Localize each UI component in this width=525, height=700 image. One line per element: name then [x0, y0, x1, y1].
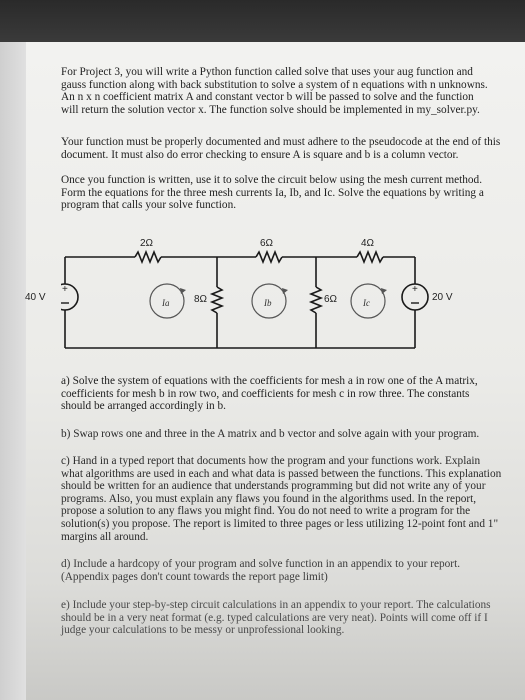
paragraph-intro: For Project 3, you will write a Python function called solve that uses your aug function and gauss function along with back substitution to solve a system of n equations with n unknowns. An n x n coefficient matrix A and constant vector b will be passed to solve and the function will return the solution vector x. The function solve should be implemented in my_solver.py. [61, 66, 488, 116]
paragraph-documentation: Your function must be properly documented and must adhere to the pseudocode at the end of this document. It must also do error checking to ensure A is square and b is a column vector. [61, 136, 501, 161]
paragraph-part-d: d) Include a hardcopy of your program and solve function in an appendix to your report. (Appendix pages don't count towards the report page limit) [61, 558, 461, 583]
paragraph-part-e: e) Include your step-by-step circuit calculations in an appendix to your report. The calculations should be in a very neat format (e.g. typed calculations are very neat). Points will come off if I judge your calculations to be messy or unprofessional looking. [61, 599, 491, 637]
resistor-middle-left-label: 8Ω [194, 294, 208, 305]
background-edge [0, 0, 525, 42]
paragraph-circuit-instructions: Once you function is written, use it to solve the circuit below using the mesh current method. Form the equations for the three mesh currents Ia, Ib, and Ic. Solve the equations by writing a program that calls your solve function. [61, 174, 484, 212]
circuit-diagram [25, 237, 501, 362]
source-right-label: 20 V [432, 292, 453, 303]
resistor-top-right-label: 4Ω [361, 238, 375, 249]
mesh-current-c: Ic [363, 298, 370, 308]
resistor-top-left-label: 2Ω [140, 238, 154, 249]
source-left-plus: + [62, 284, 68, 295]
paragraph-part-a: a) Solve the system of equations with the coefficients for mesh a in row one of the A matrix, coefficients for mesh b in row two, and coefficients for mesh c in row three. The constants should be arranged accordingly in b. [61, 375, 478, 413]
page-shadow [0, 42, 26, 700]
resistor-middle-right-label: 6Ω [324, 294, 338, 305]
source-left-label: 40 V [25, 292, 46, 303]
resistor-top-middle-label: 6Ω [260, 238, 274, 249]
paragraph-part-b: b) Swap rows one and three in the A matrix and b vector and solve again with your program. [61, 428, 480, 440]
mesh-current-b: Ib [264, 298, 272, 308]
paragraph-part-c: c) Hand in a typed report that documents how the program and your functions work. Explain what algorithms are used in each and what data is passed between the functions. This explanation should be written for an audience that understands programming but did not write any of your programs. Also, you must explain any flaws you found in the algorithms used. In the report, propose a solution to any flaws you might find. You do not need to write a program for the solution(s) you propose. The report is limited to three pages or less utilizing 12-point font and 1" margins all around. [61, 455, 502, 543]
mesh-current-a: Ia [162, 298, 170, 308]
source-right-plus: + [412, 284, 418, 295]
